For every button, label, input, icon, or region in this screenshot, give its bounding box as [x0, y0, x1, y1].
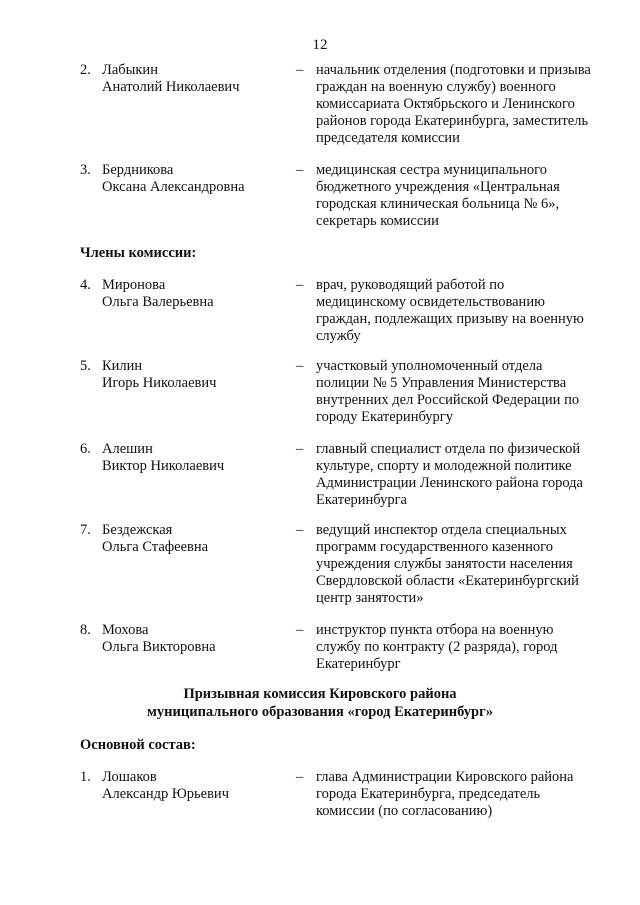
position-line: службу по контракту (2 разряда), город [316, 639, 558, 655]
member-surname: Мохова [102, 622, 149, 638]
position-line: внутренних дел Российской Федерации по [316, 392, 580, 408]
member-given-name: Ольга Викторовна [102, 639, 216, 655]
member-position [316, 769, 616, 820]
position-line: городская клиническая больница № 6», [316, 196, 560, 212]
member-position [316, 162, 616, 230]
entry-dash: – [296, 358, 304, 374]
entry-dash: – [296, 522, 304, 538]
position-line: полиции № 5 Управления Министерства [316, 375, 567, 391]
position-line: центр занятости» [316, 590, 424, 606]
member-name [102, 358, 282, 392]
position-line: председателя комиссии [316, 130, 460, 146]
member-surname: Лабыкин [102, 62, 158, 78]
position-line: городу Екатеринбургу [316, 409, 453, 425]
page-number: 12 [312, 37, 328, 53]
entry-dash: – [296, 441, 304, 457]
member-name [102, 62, 282, 96]
member-given-name: Ольга Валерьевна [102, 294, 214, 310]
member-name [102, 441, 282, 475]
member-surname: Миронова [102, 277, 166, 293]
position-line: секретарь комиссии [316, 213, 439, 229]
position-line: главный специалист отдела по физической [316, 441, 581, 457]
entry-number: 7. [80, 522, 91, 538]
member-position [316, 522, 616, 607]
member-given-name: Александр Юрьевич [102, 786, 229, 802]
member-name [102, 277, 282, 311]
position-line: комиссариата Октябрьского и Ленинского [316, 96, 575, 112]
member-name [102, 522, 282, 556]
section-title-line: муниципального образования «город Екатеринбург» [147, 704, 493, 720]
members-heading: Члены комиссии: [80, 245, 197, 261]
member-given-name: Виктор Николаевич [102, 458, 225, 474]
position-line: учреждения службы занятости населения [316, 556, 573, 572]
position-line: культуре, спорту и молодежной политике [316, 458, 572, 474]
member-name [102, 769, 282, 803]
entry-number: 3. [80, 162, 91, 178]
member-position [316, 622, 616, 673]
position-line: ведущий инспектор отдела специальных [316, 522, 567, 538]
position-line: Администрации Ленинского района города [316, 475, 583, 491]
member-position [316, 62, 616, 147]
entry-number: 8. [80, 622, 91, 638]
entry-number: 5. [80, 358, 91, 374]
position-line: врач, руководящий работой по [316, 277, 505, 293]
section-title [0, 685, 640, 721]
position-line: граждан, подлежащих призыву на военную [316, 311, 584, 327]
position-line: Свердловской области «Екатеринбургский [316, 573, 579, 589]
entry-number: 2. [80, 62, 91, 78]
entry-number: 1. [80, 769, 91, 785]
member-position [316, 441, 616, 509]
position-line: Екатеринбург [316, 656, 401, 672]
position-line: города Екатеринбурга, председатель [316, 786, 541, 802]
position-line: инструктор пункта отбора на военную [316, 622, 554, 638]
member-surname: Килин [102, 358, 143, 374]
member-surname: Алешин [102, 441, 153, 457]
position-line: районов города Екатеринбурга, заместитель [316, 113, 589, 129]
entry-dash: – [296, 622, 304, 638]
position-line: службу [316, 328, 361, 344]
entry-dash: – [296, 277, 304, 293]
member-given-name: Оксана Александровна [102, 179, 245, 195]
member-name [102, 162, 282, 196]
position-line: бюджетного учреждения «Центральная [316, 179, 560, 195]
member-position [316, 358, 616, 426]
position-line: граждан на военную службу) военного [316, 79, 556, 95]
entry-dash: – [296, 62, 304, 78]
member-name [102, 622, 282, 656]
position-line: медицинскому освидетельствованию [316, 294, 545, 310]
position-line: программ государственного казенного [316, 539, 553, 555]
member-surname: Лошаков [102, 769, 157, 785]
member-surname: Бездежская [102, 522, 173, 538]
main-composition-heading: Основной состав: [80, 737, 196, 753]
position-line: участковый уполномоченный отдела [316, 358, 543, 374]
position-line: Екатеринбурга [316, 492, 407, 508]
member-position [316, 277, 616, 345]
section-title-line: Призывная комиссия Кировского района [183, 686, 457, 702]
member-surname: Бердникова [102, 162, 174, 178]
position-line: глава Администрации Кировского района [316, 769, 574, 785]
member-given-name: Анатолий Николаевич [102, 79, 240, 95]
position-line: комиссии (по согласованию) [316, 803, 493, 819]
member-given-name: Игорь Николаевич [102, 375, 217, 391]
position-line: медицинская сестра муниципального [316, 162, 547, 178]
member-given-name: Ольга Стафеевна [102, 539, 209, 555]
entry-number: 6. [80, 441, 91, 457]
entry-dash: – [296, 769, 304, 785]
position-line: начальник отделения (подготовки и призыва [316, 62, 591, 78]
entry-number: 4. [80, 277, 91, 293]
entry-dash: – [296, 162, 304, 178]
